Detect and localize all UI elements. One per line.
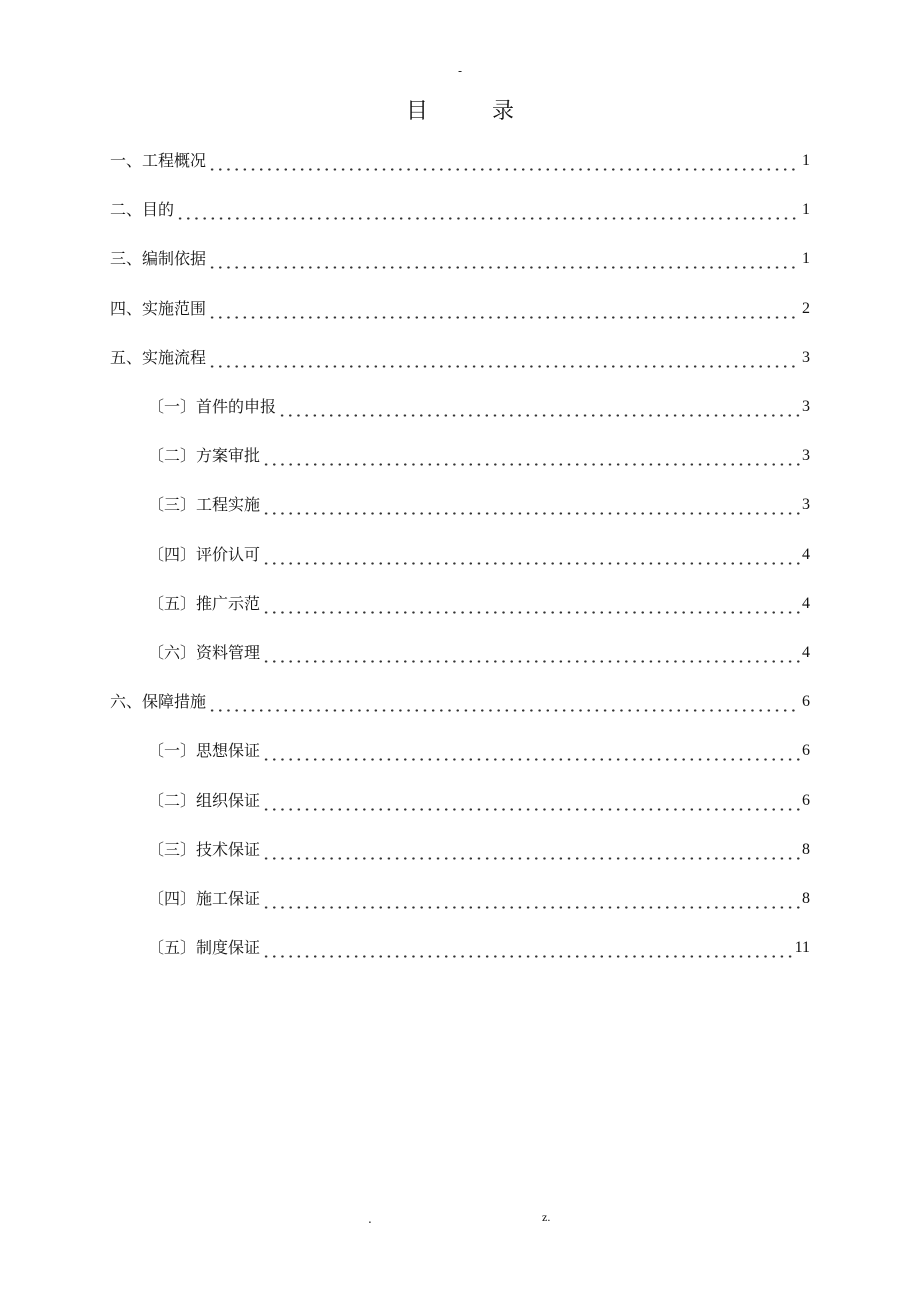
toc-entry-label: 〔五〕推广示范 — [148, 593, 261, 613]
toc-entry[interactable] — [148, 591, 810, 617]
toc-entry[interactable] — [148, 394, 810, 420]
toc-entry-page-number: 6 — [802, 791, 810, 809]
toc-entry-label: 〔二〕组织保证 — [148, 790, 261, 810]
toc-entry-label: 〔四〕施工保证 — [148, 889, 261, 908]
toc-dot-leader — [262, 738, 800, 764]
toc-title: 目录 — [405, 99, 578, 124]
toc-entry-page-number: 2 — [802, 299, 810, 317]
toc-entry-page-number: 1 — [802, 201, 810, 219]
toc-dot-leader — [262, 886, 800, 912]
toc-entry[interactable] — [110, 246, 810, 272]
toc-dot-leader — [262, 788, 800, 814]
toc-entry-label: 五、实施流程 — [110, 347, 207, 367]
toc-dot-leader — [262, 542, 800, 568]
toc-entry-page-number: 3 — [802, 348, 810, 366]
toc-entry-label: 〔一〕首件的申报 — [148, 397, 277, 416]
toc-entry-page-number: 3 — [802, 398, 810, 415]
toc-entry[interactable] — [148, 886, 810, 912]
toc-entry[interactable] — [148, 837, 810, 863]
toc-entry[interactable] — [148, 443, 810, 469]
toc-dot-leader — [208, 148, 800, 174]
toc-entry[interactable] — [148, 542, 810, 568]
toc-entry[interactable] — [148, 788, 810, 814]
toc-entry-page-number: 1 — [802, 250, 810, 268]
toc-entry[interactable] — [110, 345, 810, 371]
toc-entry-page-number: 8 — [802, 890, 810, 907]
toc-entry-label: 四、实施范围 — [110, 298, 207, 318]
toc-entry[interactable] — [110, 148, 810, 174]
toc-dot-leader — [208, 246, 800, 272]
toc-dot-leader — [262, 935, 793, 961]
toc-entry-label: 〔六〕资料管理 — [148, 643, 261, 662]
toc-entry-label: 六、保障措施 — [110, 692, 207, 712]
toc-entry-page-number: 6 — [802, 693, 810, 711]
toc-entry-label: 〔四〕评价认可 — [148, 544, 261, 564]
toc-dot-leader — [208, 689, 800, 715]
toc-entry[interactable] — [110, 296, 810, 322]
toc-entry-label: 〔二〕方案审批 — [148, 446, 261, 466]
toc-dot-leader — [262, 443, 800, 469]
toc-entry[interactable] — [110, 197, 810, 223]
toc-entry[interactable] — [148, 492, 810, 518]
footer-mark: z. — [542, 1210, 551, 1224]
toc-dot-leader — [176, 197, 800, 223]
toc-entry-label: 〔一〕思想保证 — [148, 741, 261, 761]
toc-entry-label: 〔三〕技术保证 — [148, 839, 261, 859]
toc-entry-page-number: 1 — [802, 152, 810, 169]
footer-dot: . — [368, 1212, 372, 1226]
toc-entry[interactable] — [148, 935, 810, 961]
toc-dot-leader — [262, 640, 800, 666]
header-mark: - — [457, 64, 463, 78]
toc-dot-leader — [262, 591, 800, 617]
toc-entry-label: 〔三〕工程实施 — [148, 495, 261, 515]
toc-entry-label: 一、工程概况 — [110, 151, 207, 170]
toc-entry-label: 二、目的 — [110, 200, 175, 220]
toc-entry-page-number: 3 — [802, 496, 810, 514]
toc-entry-label: 〔五〕制度保证 — [148, 938, 261, 958]
toc-entry-label: 三、编制依据 — [110, 249, 207, 269]
toc-dot-leader — [208, 296, 800, 322]
toc-entry-page-number: 4 — [802, 594, 810, 612]
toc-entry[interactable] — [110, 689, 810, 715]
toc-dot-leader — [262, 837, 800, 863]
toc-entry-page-number: 3 — [802, 447, 810, 465]
toc-entry-page-number: 6 — [802, 742, 810, 760]
toc-dot-leader — [208, 345, 800, 371]
toc-dot-leader — [278, 394, 800, 420]
toc-entry-page-number: 4 — [802, 545, 810, 563]
toc-dot-leader — [262, 492, 800, 518]
toc-entry-page-number: 8 — [802, 840, 810, 858]
toc-entry-page-number: 4 — [802, 644, 810, 661]
toc-entry-page-number: 11 — [794, 939, 810, 957]
toc-entry[interactable] — [148, 640, 810, 666]
toc-entry[interactable] — [148, 738, 810, 764]
